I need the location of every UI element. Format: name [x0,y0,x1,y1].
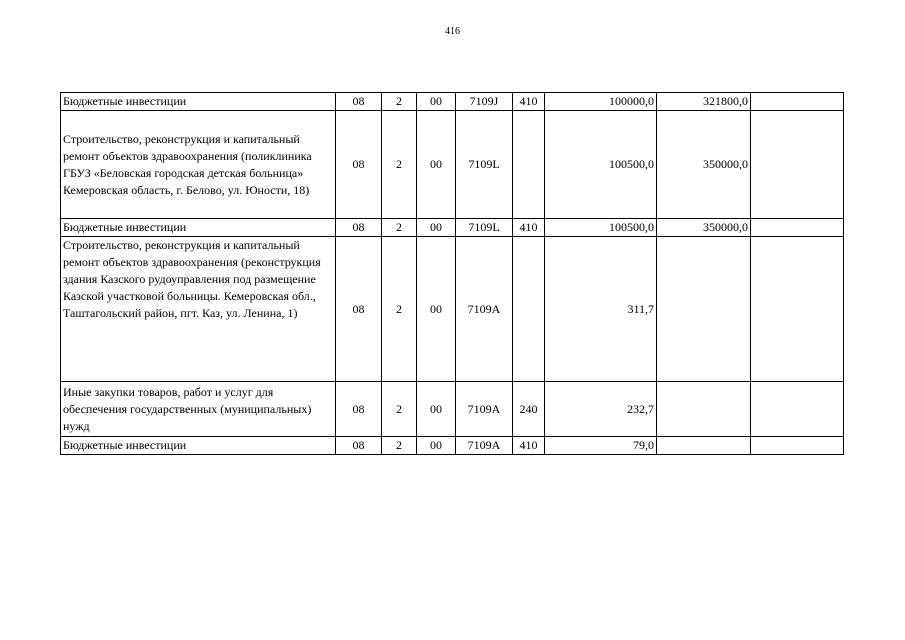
subsection-code: 2 [382,219,417,237]
expense-type-code: 410 [513,219,545,237]
section-code: 08 [336,219,382,237]
amount-year1: 100500,0 [545,111,657,219]
table-row [61,437,844,455]
target-article-part1: 00 [417,219,456,237]
amount-year3 [751,111,844,219]
expense-type-code: 410 [513,93,545,111]
table-row [61,111,844,219]
row-name: Иные закупки товаров, работ и услуг для обеспечения государственных (муниципальных) нужд [61,382,336,437]
target-article-part2: 7109А [456,437,513,455]
amount-year1: 311,7 [545,237,657,382]
amount-year2: 350000,0 [657,219,751,237]
budget-table [60,92,844,455]
expense-type-code: 410 [513,437,545,455]
amount-year3 [751,437,844,455]
target-article-part1: 00 [417,111,456,219]
row-name: Бюджетные инвестиции [61,437,336,455]
amount-year3 [751,237,844,382]
subsection-code: 2 [382,111,417,219]
amount-year1: 79,0 [545,437,657,455]
expense-type-code [513,111,545,219]
row-name: Бюджетные инвестиции [61,93,336,111]
amount-year3 [751,382,844,437]
target-article-part2: 7109L [456,219,513,237]
target-article-part2: 7109L [456,111,513,219]
expense-type-code: 240 [513,382,545,437]
section-code: 08 [336,382,382,437]
amount-year3 [751,219,844,237]
subsection-code: 2 [382,382,417,437]
section-code: 08 [336,93,382,111]
target-article-part1: 00 [417,93,456,111]
table-row [61,237,844,382]
amount-year2: 321800,0 [657,93,751,111]
subsection-code: 2 [382,437,417,455]
row-name: Строительство, реконструкция и капитальный ремонт объектов здравоохранения (реконструкция здания Казского рудоуправления под размещение Казской участковой больницы. Кемеровская обл., Таштагольский район, пгт. Каз, ул. Ленина, 1) [61,237,336,382]
target-article-part1: 00 [417,382,456,437]
subsection-code: 2 [382,237,417,382]
target-article-part1: 00 [417,437,456,455]
table-row [61,93,844,111]
section-code: 08 [336,111,382,219]
amount-year2 [657,237,751,382]
table-row [61,382,844,437]
amount-year1: 100500,0 [545,219,657,237]
expense-type-code [513,237,545,382]
amount-year2 [657,382,751,437]
section-code: 08 [336,437,382,455]
target-article-part1: 00 [417,237,456,382]
row-name: Строительство, реконструкция и капитальный ремонт объектов здравоохранения (поликлиника ГБУЗ «Беловская городская детская больница» Кемеровская область, г. Белово, ул. Юности, 18) [61,111,336,219]
subsection-code: 2 [382,93,417,111]
amount-year1: 232,7 [545,382,657,437]
target-article-part2: 7109А [456,382,513,437]
row-name: Бюджетные инвестиции [61,219,336,237]
target-article-part2: 7109J [456,93,513,111]
amount-year2 [657,437,751,455]
amount-year1: 100000,0 [545,93,657,111]
page-number: 416 [445,26,460,37]
target-article-part2: 7109А [456,237,513,382]
amount-year2: 350000,0 [657,111,751,219]
section-code: 08 [336,237,382,382]
amount-year3 [751,93,844,111]
table-row [61,219,844,237]
